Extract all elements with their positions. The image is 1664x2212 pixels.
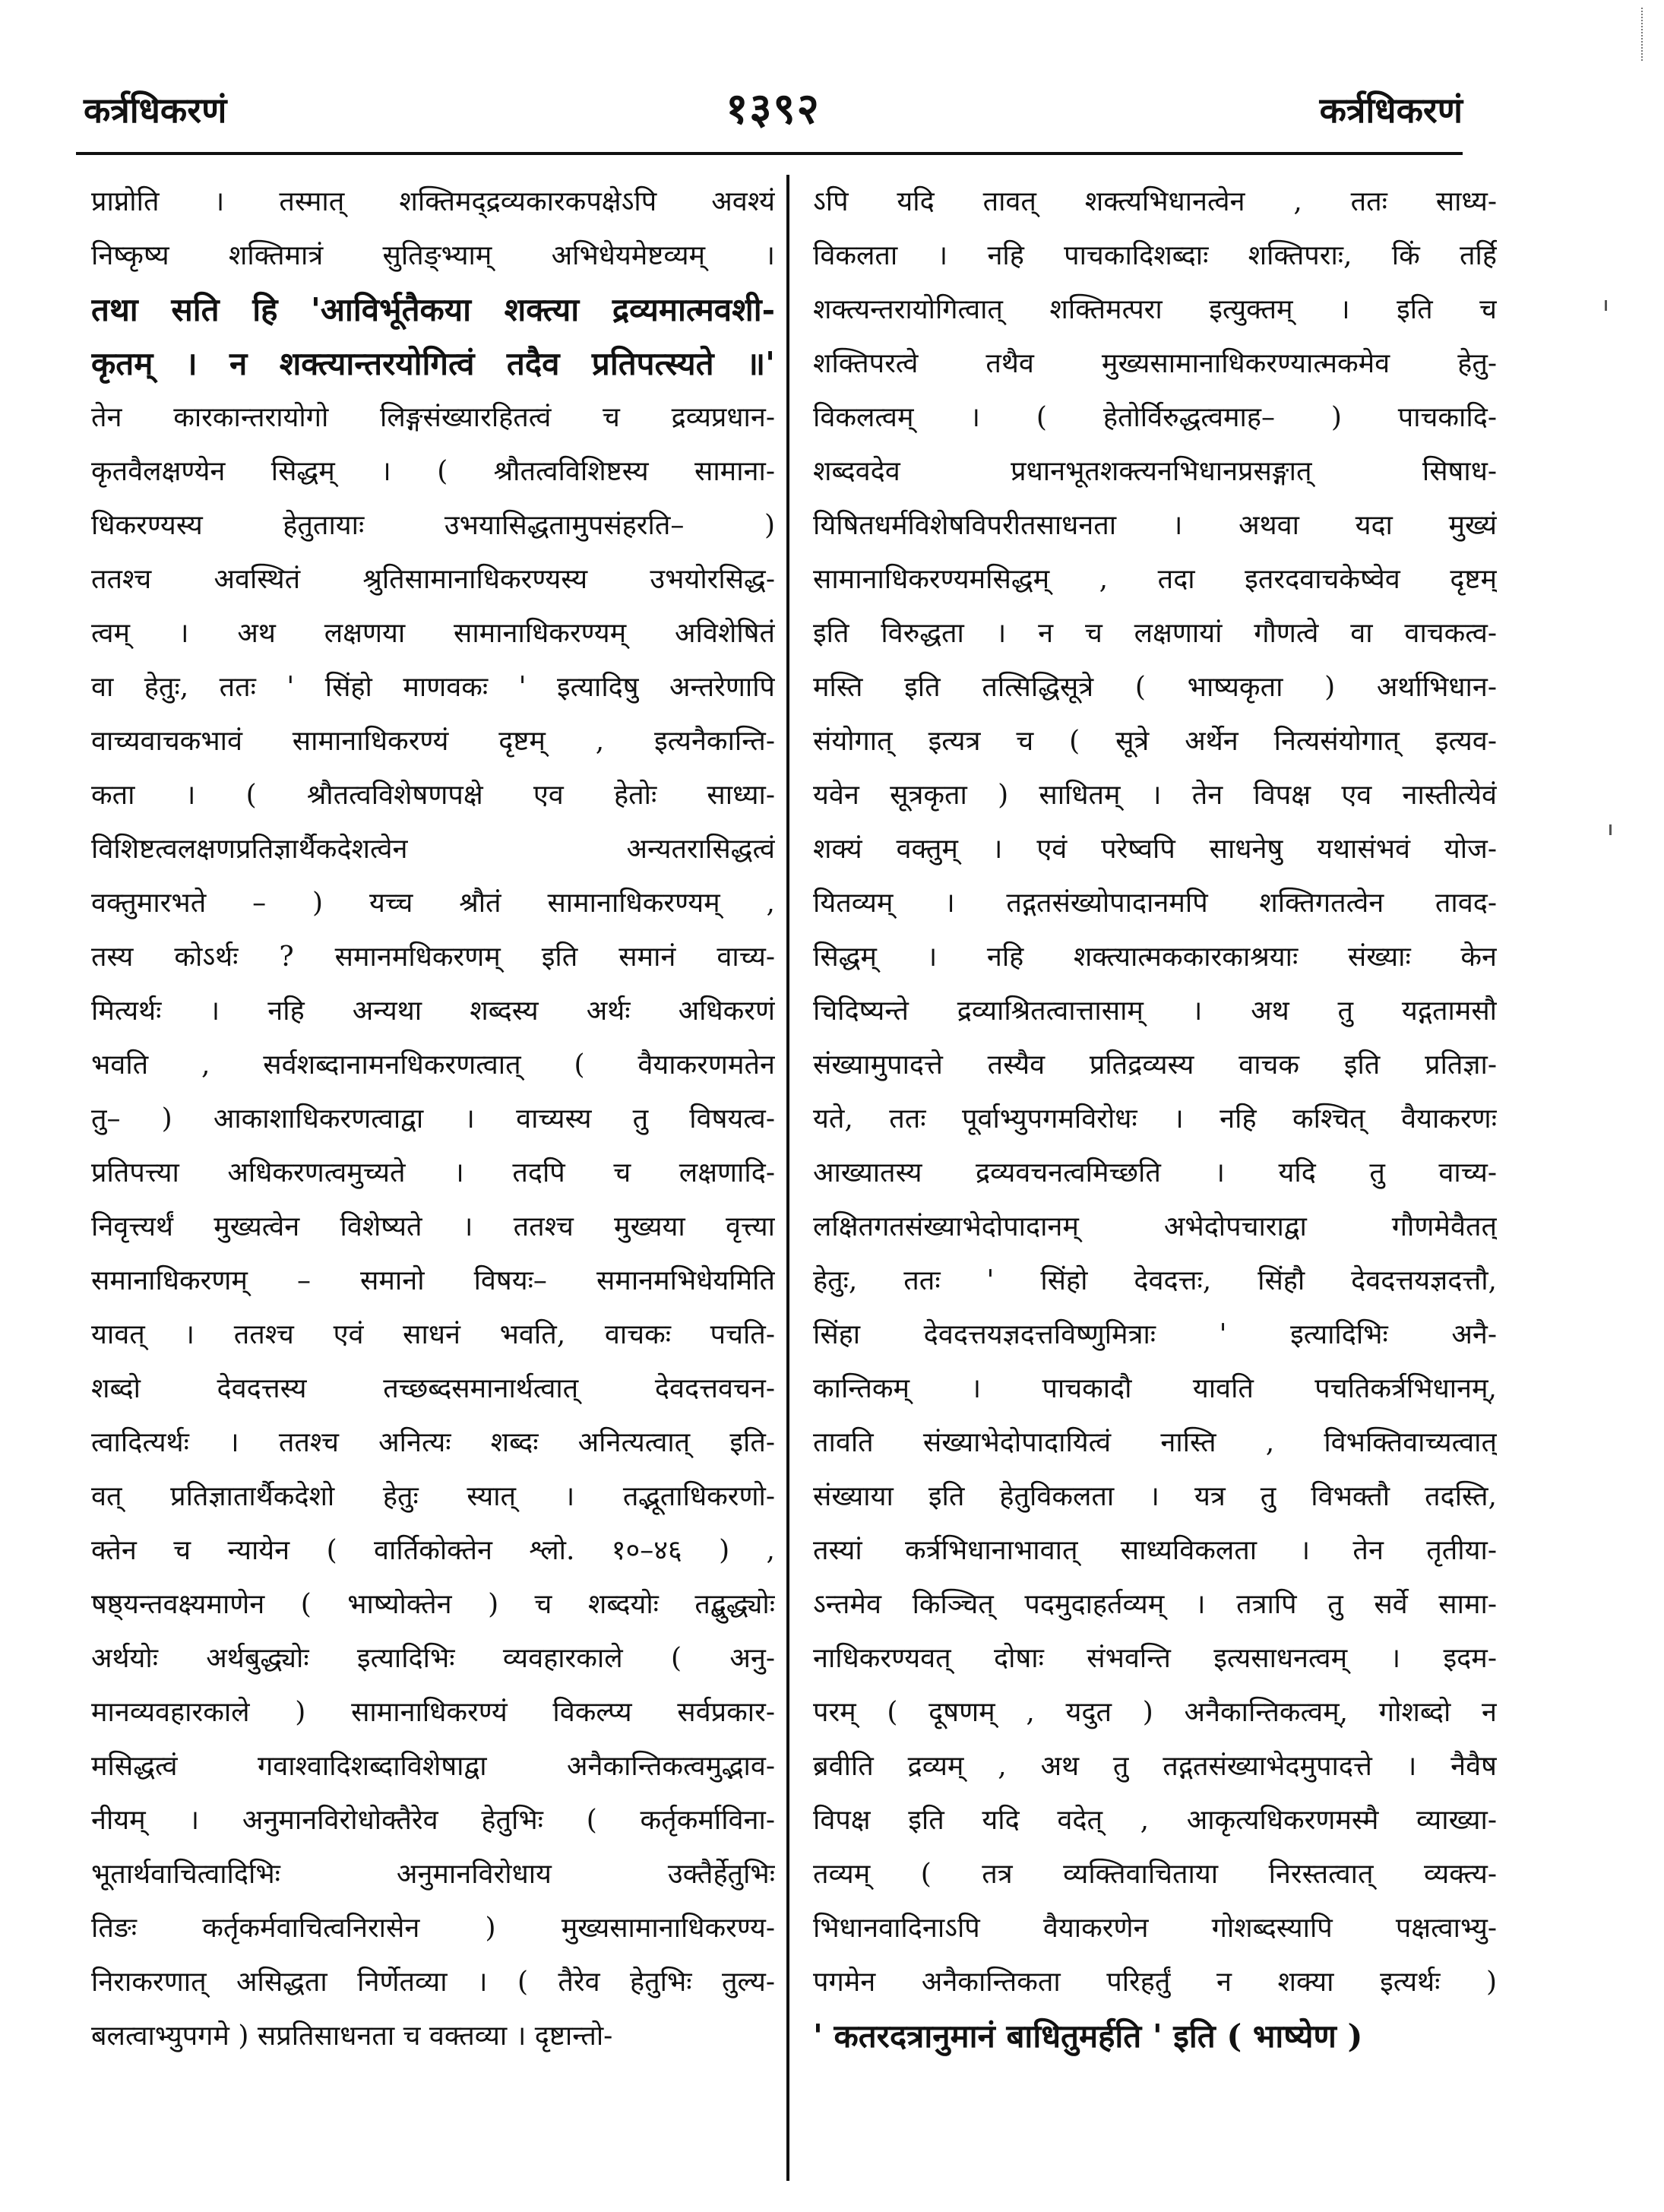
text-line: तथा सति हि 'आविर्भूतैकया शक्त्या द्रव्यमात्मवशी- (91, 291, 775, 328)
text-line: प्रतिपत्त्या अधिकरणत्वमुच्यते । तदपि च लक्षणादि- (91, 1157, 775, 1188)
text-line: तेन कारकान्तरायोगो लिङ्गसंख्यारहितत्वं च द्रव्यप्रधान- (91, 402, 775, 433)
text-line: तव्यम् ( तत्र व्यक्तिवाचिताया निरस्तत्वात् व्यक्त्य- (813, 1859, 1497, 1890)
text-line: यावत् । ततश्च एवं साधनं भवति, वाचकः पचति- (91, 1319, 775, 1350)
text-line: यवेन सूत्रकृता ) साधितम् । तेन विपक्ष एव नास्तीत्येवं (813, 780, 1497, 811)
text-line: संयोगात् इत्यत्र च ( सूत्रे अर्थेन नित्यसंयोगात् इत्यव- (813, 726, 1497, 757)
text-line: ततश्च अवस्थितं श्रुतिसामानाधिकरण्यस्य उभयोरसिद्ध- (91, 564, 775, 595)
text-line: विशिष्टत्वलक्षणप्रतिज्ञार्थैकदेशत्वेन अन्यतरासिद्धत्वं (91, 834, 775, 865)
text-line: कता । ( श्रौतत्वविशेषणपक्षे एव हेतोः साध्या- (91, 780, 775, 811)
text-line: इति विरुद्धता । न च लक्षणायां गौणत्वे वा वाचकत्व- (813, 618, 1497, 649)
text-line: तिङः कर्तृकर्मवाचित्वनिरासेन ) मुख्यसामानाधिकरण्य- (91, 1913, 775, 1944)
text-line: परम् ( दूषणम् , यदुत ) अनैकान्तिकत्वम्, गोशब्दो न (813, 1697, 1497, 1728)
text-line: त्वादित्यर्थः । ततश्च अनित्यः शब्दः अनित्यत्वात् इति- (91, 1427, 775, 1458)
scan-mark (1609, 824, 1612, 835)
text-line: शक्त्यन्तरायोगित्वात् शक्तिमत्परा इत्युक्तम् । इति च (813, 294, 1497, 325)
header-rule (76, 152, 1463, 155)
page-header (84, 72, 1463, 141)
page-number: १३९२ (726, 84, 821, 134)
text-line: यिषितधर्मविशेषविपरीतसाधनता । अथवा यदा मुख्यं (813, 510, 1497, 541)
text-line: पगमेन अनैकान्तिकता परिहर्तुं न शक्या इत्यर्थः ) (813, 1967, 1497, 1998)
text-line: हेतुः, ततः ' सिंहो देवदत्तः, सिंहौ देवदत्तयज्ञदत्तौ, (813, 1265, 1497, 1296)
text-line: संख्यामुपादत्ते तस्यैव प्रतिद्रव्यस्य वाचक इति प्रतिज्ञा- (813, 1049, 1497, 1081)
text-line: समानाधिकरणम् – समानो विषयः– समानमभिधेयमिति (91, 1265, 775, 1296)
text-line: निराकरणात् असिद्धता निर्णेतव्या । ( तैरेव हेतुभिः तुल्य- (91, 1967, 775, 1998)
running-head-left: कर्त्रधिकरणं (84, 90, 227, 131)
text-line: त्वम् । अथ लक्षणया सामानाधिकरण्यम् अविशेषितं (91, 618, 775, 649)
text-line: विपक्ष इति यदि वदेत् , आकृत्यधिकरणमस्मै व्याख्या- (813, 1805, 1497, 1836)
text-line: तावति संख्याभेदोपादायित्वं नास्ति , विभक्तिवाच्यत्वात् (813, 1427, 1497, 1458)
text-line: सिद्धम् । नहि शक्त्यात्मककारकाश्रयाः संख्याः केन (813, 941, 1497, 973)
text-line: भूतार्थवाचित्वादिभिः अनुमानविरोधाय उक्तैर्हेतुभिः (91, 1859, 775, 1890)
text-line: शब्दो देवदत्तस्य तच्छब्दसमानार्थत्वात् देवदत्तवचन- (91, 1373, 775, 1404)
text-line: सिंहा देवदत्तयज्ञदत्तविष्णुमित्राः ' इत्यादिभिः अनै- (813, 1319, 1497, 1350)
text-line: यते, ततः पूर्वाभ्युपगमविरोधः । नहि कश्चित् वैयाकरणः (813, 1103, 1497, 1134)
text-line: निष्कृष्य शक्तिमात्रं सुतिङ्भ्याम् अभिधेयमेष्टव्यम् । (91, 240, 775, 271)
text-line: वक्तुमारभते – ) यच्च श्रौतं सामानाधिकरण्यम् , (91, 888, 775, 919)
text-line: भवति , सर्वशब्दानामनधिकरणत्वात् ( वैयाकरणमतेन (91, 1049, 775, 1081)
left-column (91, 175, 775, 2173)
text-line: ऽपि यदि तावत् शक्त्यभिधानत्वेन , ततः साध्य- (813, 186, 1497, 217)
text-line: तस्य कोऽर्थः ? समानमधिकरणम् इति समानं वाच्य- (91, 941, 775, 973)
text-line: तु– ) आकाशाधिकरणत्वाद्वा । वाच्यस्य तु विषयत्व- (91, 1103, 775, 1134)
text-line: विकलत्वम् । ( हेतोर्विरुद्धत्वमाह– ) पाचकादि- (813, 402, 1497, 433)
text-line: नीयम् । अनुमानविरोधोक्तैरेव हेतुभिः ( कर्तृकर्माविना- (91, 1805, 775, 1836)
text-line: ब्रवीति द्रव्यम् , अथ तु तद्गतसंख्याभेदमुपादत्ते । नैवैष (813, 1751, 1497, 1782)
text-line: कृतम् । न शक्त्यान्तरयोगित्वं तदैव प्रतिपत्स्यते ॥' (91, 345, 775, 382)
text-line: निवृत्त्यर्थं मुख्यत्वेन विशेष्यते । ततश्च मुख्यया वृत्त्या (91, 1211, 775, 1242)
scan-margin-speckle (1641, 8, 1647, 61)
text-line: मानव्यवहारकाले ) सामानाधिकरण्यं विकल्प्य सर्वप्रकार- (91, 1697, 775, 1728)
right-column (813, 175, 1497, 2173)
text-line: नाधिकरण्यवत् दोषाः संभवन्ति इत्यसाधनत्वम् । इदम- (813, 1643, 1497, 1674)
text-line: षष्ठ्यन्तवक्ष्यमाणेन ( भाष्योक्तेन ) च शब्दयोः तद्बुद्ध्योः (91, 1589, 775, 1620)
text-line: कृतवैलक्षण्येन सिद्धम् । ( श्रौतत्वविशिष्टस्य सामाना- (91, 456, 775, 487)
column-divider (786, 175, 789, 2181)
text-line: क्तेन च न्यायेन ( वार्तिकोक्तेन श्लो. १०–४६ ) , (91, 1535, 775, 1566)
text-line: वा हेतुः, ततः ' सिंहो माणवकः ' इत्यादिषु अन्तरेणापि (91, 672, 775, 703)
scan-mark (1605, 300, 1607, 311)
text-line: वत् प्रतिज्ञातार्थैकदेशो हेतुः स्यात् । तद्भूताधिकरणो- (91, 1481, 775, 1512)
text-line: तस्यां कर्त्रभिधानाभावात् साध्यविकलता । तेन तृतीया- (813, 1535, 1497, 1566)
text-line: भिधानवादिनाऽपि वैयाकरणेन गोशब्दस्यापि पक्षत्वाभ्यु- (813, 1913, 1497, 1944)
text-line: आख्यातस्य द्रव्यवचनत्वमिच्छति । यदि तु वाच्य- (813, 1157, 1497, 1188)
text-line: अर्थयोः अर्थबुद्ध्योः इत्यादिभिः व्यवहारकाले ( अनु- (91, 1643, 775, 1674)
text-line: कान्तिकम् । पाचकादौ यावति पचतिकर्त्रभिधानम्, (813, 1373, 1497, 1404)
text-line: प्राप्नोति । तस्मात् शक्तिमद्द्रव्यकारकपक्षेऽपि अवश्यं (91, 186, 775, 217)
text-line: लक्षितगतसंख्याभेदोपादानम् अभेदोपचाराद्वा गौणमेवैतत् (813, 1211, 1497, 1242)
text-line: बलत्वाभ्युपगमे ) सप्रतिसाधनता च वक्तव्या । दृष्टान्तो- (91, 2021, 613, 2052)
text-line: मसिद्धत्वं गवाश्वादिशब्दाविशेषाद्वा अनैकान्तिकत्वमुद्भाव- (91, 1751, 775, 1782)
text-line: मस्ति इति तत्सिद्धिसूत्रे ( भाष्यकृता ) अर्थाभिधान- (813, 672, 1497, 703)
text-line: सामानाधिकरण्यमसिद्धम् , तदा इतरदवाचकेष्वेव दृष्टम् (813, 564, 1497, 595)
text-line: चिदिष्यन्ते द्रव्याश्रितत्वात्तासाम् । अथ तु यद्गतामसौ (813, 995, 1497, 1027)
text-line: वाच्यवाचकभावं सामानाधिकरण्यं दृष्टम् , इत्यनैकान्ति- (91, 726, 775, 757)
text-line: विकलता । नहि पाचकादिशब्दाः शक्तिपराः, किं तर्हि (813, 240, 1497, 271)
text-line: धिकरण्यस्य हेतुतायाः उभयासिद्धतामुपसंहरति– ) (91, 510, 775, 541)
text-line: शब्दवदेव प्रधानभूतशक्त्यनभिधानप्रसङ्गात् सिषाध- (813, 456, 1497, 487)
running-head-right: कर्त्रधिकरणं (1319, 90, 1463, 131)
text-line: मित्यर्थः । नहि अन्यथा शब्दस्य अर्थः अधिकरणं (91, 995, 775, 1027)
text-line: शक्यं वक्तुम् । एवं परेष्वपि साधनेषु यथासंभवं योज- (813, 834, 1497, 865)
text-line: ' कतरदत्रानुमानं बाधितुमर्हति ' इति ( भाष्येण ) (813, 2017, 1363, 2055)
text-line: ऽन्तमेव किञ्चित् पदमुदाहर्तव्यम् । तत्रापि तु सर्वे सामा- (813, 1589, 1497, 1620)
text-line: शक्तिपरत्वे तथैव मुख्यसामानाधिकरण्यात्मकमेव हेतु- (813, 348, 1497, 379)
text-line: यितव्यम् । तद्गतसंख्योपादानमपि शक्तिगतत्वेन तावद- (813, 888, 1497, 919)
text-line: संख्याया इति हेतुविकलता । यत्र तु विभक्तौ तदस्ति, (813, 1481, 1497, 1512)
